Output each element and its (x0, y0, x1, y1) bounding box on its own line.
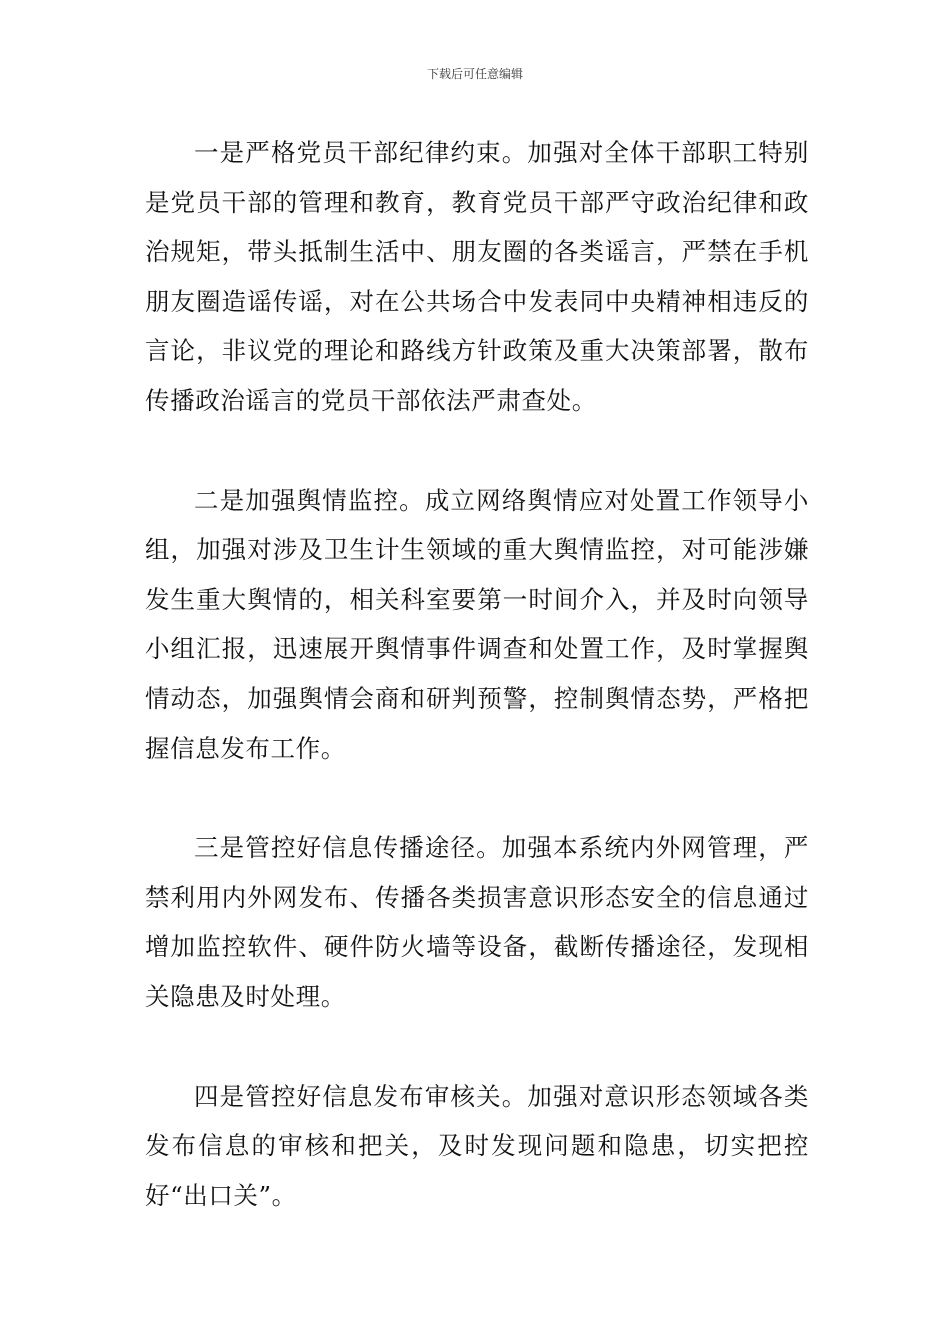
paragraph-publication-review: 四是管控好信息发布审核关。加强对意识形态领域各类发布信息的审核和把关，及时发现问题和隐患，切实把控好“出口关”。 (145, 1081, 809, 1210)
paragraph-public-opinion-monitoring: 二是加强舆情监控。成立网络舆情应对处置工作领导小组，加强对涉及卫生计生领域的重大舆情监控，对可能涉嫌发生重大舆情的，相关科室要第一时间介入，并及时向领导小组汇报，迅速展开舆情事件调查和处置工作，及时掌握舆情动态，加强舆情会商和研判预警，控制舆情态势，严格把握信息发布工作。 (145, 485, 809, 763)
paragraph-information-channels: 三是管控好信息传播途径。加强本系统内外网管理，严禁利用内外网发布、传播各类损害意识形态安全的信息通过增加监控软件、硬件防火墙等设备，截断传播途径，发现相关隐患及时处理。 (145, 833, 809, 1011)
page-header: 下载后可任意编辑 (426, 67, 523, 81)
paragraph-discipline: 一是严格党员干部纪律约束。加强对全体干部职工特别是党员干部的管理和教育，教育党员干部严守政治纪律和政治规矩，带头抵制生活中、朋友圈的各类谣言，严禁在手机朋友圈造谣传谣，对在公共场合中发表同中央精神相违反的言论，非议党的理论和路线方针政策及重大决策部署，散布传播政治谣言的党员干部依法严肃查处。 (145, 138, 809, 415)
document-body (145, 128, 809, 1270)
